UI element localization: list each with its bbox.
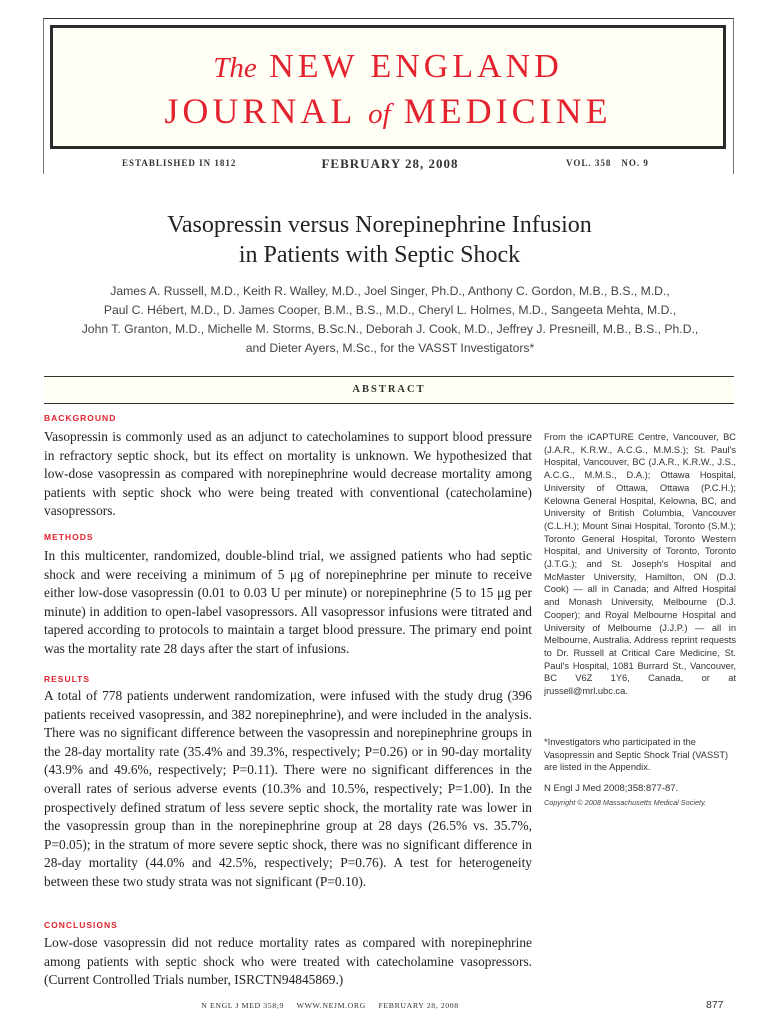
methods-text: In this multicenter, randomized, double-blind trial, we assigned patients who had septic shock and were receiving a minimum of 5 μg of norepinephrine per minute to receive either low-dose vasopressin (0.01 to 0.03 U per minute) or norepinephrine (5 to 15 μg per minute) in addition to open-label vasopressors. All vasopressor infusions were titrated and tapered according to protocols to maintain a target blood pressure. The primary end point was the mortality rate 28 days after the start of infusions. <box>44 548 532 656</box>
background-text: Vasopressin is commonly used as an adjunct to catecholamines to support blood pressure in refractory septic shock, but its effect on mortality is unknown. We hypothesized that low-dose vasopressin as compared with norepinephrine would decrease mortality among patients with septic shock who were being treated with conventional (catecholamine) vasopressors. <box>44 429 532 519</box>
masthead-journal: JOURNAL <box>164 91 356 131</box>
masthead-of: of <box>368 98 391 130</box>
background-heading: BACKGROUND <box>44 413 117 423</box>
footer-journal-ref: N ENGL J MED 358;9 <box>201 1001 285 1010</box>
masthead-the: The <box>213 52 257 84</box>
title-line-1: Vasopressin versus Norepinephrine Infusion <box>167 212 592 238</box>
volume-label: VOL. 358 <box>566 158 612 168</box>
journal-masthead <box>50 25 726 149</box>
page-footer <box>180 1001 480 1010</box>
author-line: James A. Russell, M.D., Keith R. Walley, M.D., Joel Singer, Ph.D., Anthony C. Gordon, M.B., B.S., M.D., <box>110 284 670 298</box>
author-line: John T. Granton, M.D., Michelle M. Storms, B.Sc.N., Deborah J. Cook, M.D., Jeffrey J. Presneill, M.B., B.S., Ph.D., <box>81 322 699 336</box>
copyright-notice: Copyright © 2008 Massachusetts Medical Society. <box>544 798 707 807</box>
masthead-medicine: MEDICINE <box>403 91 612 131</box>
issue-number: NO. 9 <box>621 158 649 168</box>
abstract-header-bar <box>44 376 734 404</box>
masthead-new-england: NEW ENGLAND <box>269 48 563 85</box>
results-text: A total of 778 patients underwent randomization, were infused with the study drug (396 patients received vasopressin, and 382 norepinephrine), and were included in the analysis. There was no significant difference between the vasopressin and norepinephrine groups in the 28-day mortality rate (35.4% and 39.3%, respectively; P=0.26) or in 90-day mortality (43.9% and 49.6%, respectively; P=0.11). There were no significant differences in the overall rates of serious adverse events (10.3% and 10.5%, respectively; P=1.00). In the prospectively defined stratum of less severe septic shock, the mortality rate was lower in the vasopressin group than in the norepinephrine group at 28 days (26.5% vs. 35.7%, P=0.05); in the stratum of more severe septic shock, there was no significant difference in 28-day mortality (44.0% and 42.5%, respectively; P=0.76). A test for heterogeneity between these two study strata was not significant (P=0.10). <box>44 688 532 889</box>
author-line: Paul C. Hébert, M.D., D. James Cooper, B.M., B.S., M.D., Cheryl L. Holmes, M.D., Sangeeta Mehta, M.D., <box>103 303 677 317</box>
volume-number <box>566 158 659 168</box>
footer-date: FEBRUARY 28, 2008 <box>378 1001 459 1010</box>
masthead-line-1 <box>53 48 723 86</box>
results-heading: RESULTS <box>44 674 91 684</box>
author-affiliations: From the iCAPTURE Centre, Vancouver, BC (J.A.R., K.R.W., A.C.G., M.M.S.); St. Paul's Hospital, Vancouver, BC (J.A.R., K.R.W., J.S., A.C.G., M.M.S., D.A.); Ottawa Hospital, University of Ottawa, Ottawa (P.C.H.); Kelowna General Hospital, Kelowna, BC, and University of British Columbia, Vancouver (C.L.H.); Mount Sinai Hospital, Toronto (S.M.); Toronto General Hospital, Toronto Western Hospital, and University of Toronto, Toronto (J.T.G.); and St. Joseph's Hospital and McMaster University, Hamilton, ON (D.J. Cook) — all in Canada; and Alfred Hospital and Monash University, Melbourne (D.J. Cooper); and Royal Melbourne Hospital and University of Melbourne (J.J.P.) — all in Melbourne, Australia. Address reprint requests to Dr. Russell at Critical Care Medicine, St. Paul's Hospital, 1081 Burrard St., Vancouver, BC V6Z 1Y6, Canada, or at jrussell@mrl.ubc.ca. <box>544 432 736 697</box>
author-list <box>40 282 740 358</box>
citation: N Engl J Med 2008;358:877-87. <box>544 783 679 794</box>
page-number: 877 <box>706 999 724 1011</box>
methods-heading: METHODS <box>44 532 94 542</box>
investigators-note: *Investigators who participated in the Vasopressin and Septic Shock Trial (VASST) are listed in the Appendix. <box>544 737 729 773</box>
title-line-2: in Patients with Septic Shock <box>238 242 521 268</box>
established-label: ESTABLISHED IN 1812 <box>122 158 237 168</box>
footer-website-link[interactable]: WWW.NEJM.ORG <box>296 1001 366 1010</box>
author-line: and Dieter Ayers, M.Sc., for the VASST Investigators* <box>245 341 535 355</box>
conclusions-text: Low-dose vasopressin did not reduce mortality rates as compared with norepinephrine among patients with septic shock who were treated with catecholamine vasopressors. (Current Controlled Trials number, ISRCTN94845869.) <box>44 935 532 988</box>
conclusions-heading: CONCLUSIONS <box>44 920 118 930</box>
issue-date: FEBRUARY 28, 2008 <box>321 156 459 171</box>
abstract-heading: ABSTRACT <box>352 384 426 395</box>
article-title <box>0 210 759 270</box>
masthead-line-2 <box>53 90 723 132</box>
